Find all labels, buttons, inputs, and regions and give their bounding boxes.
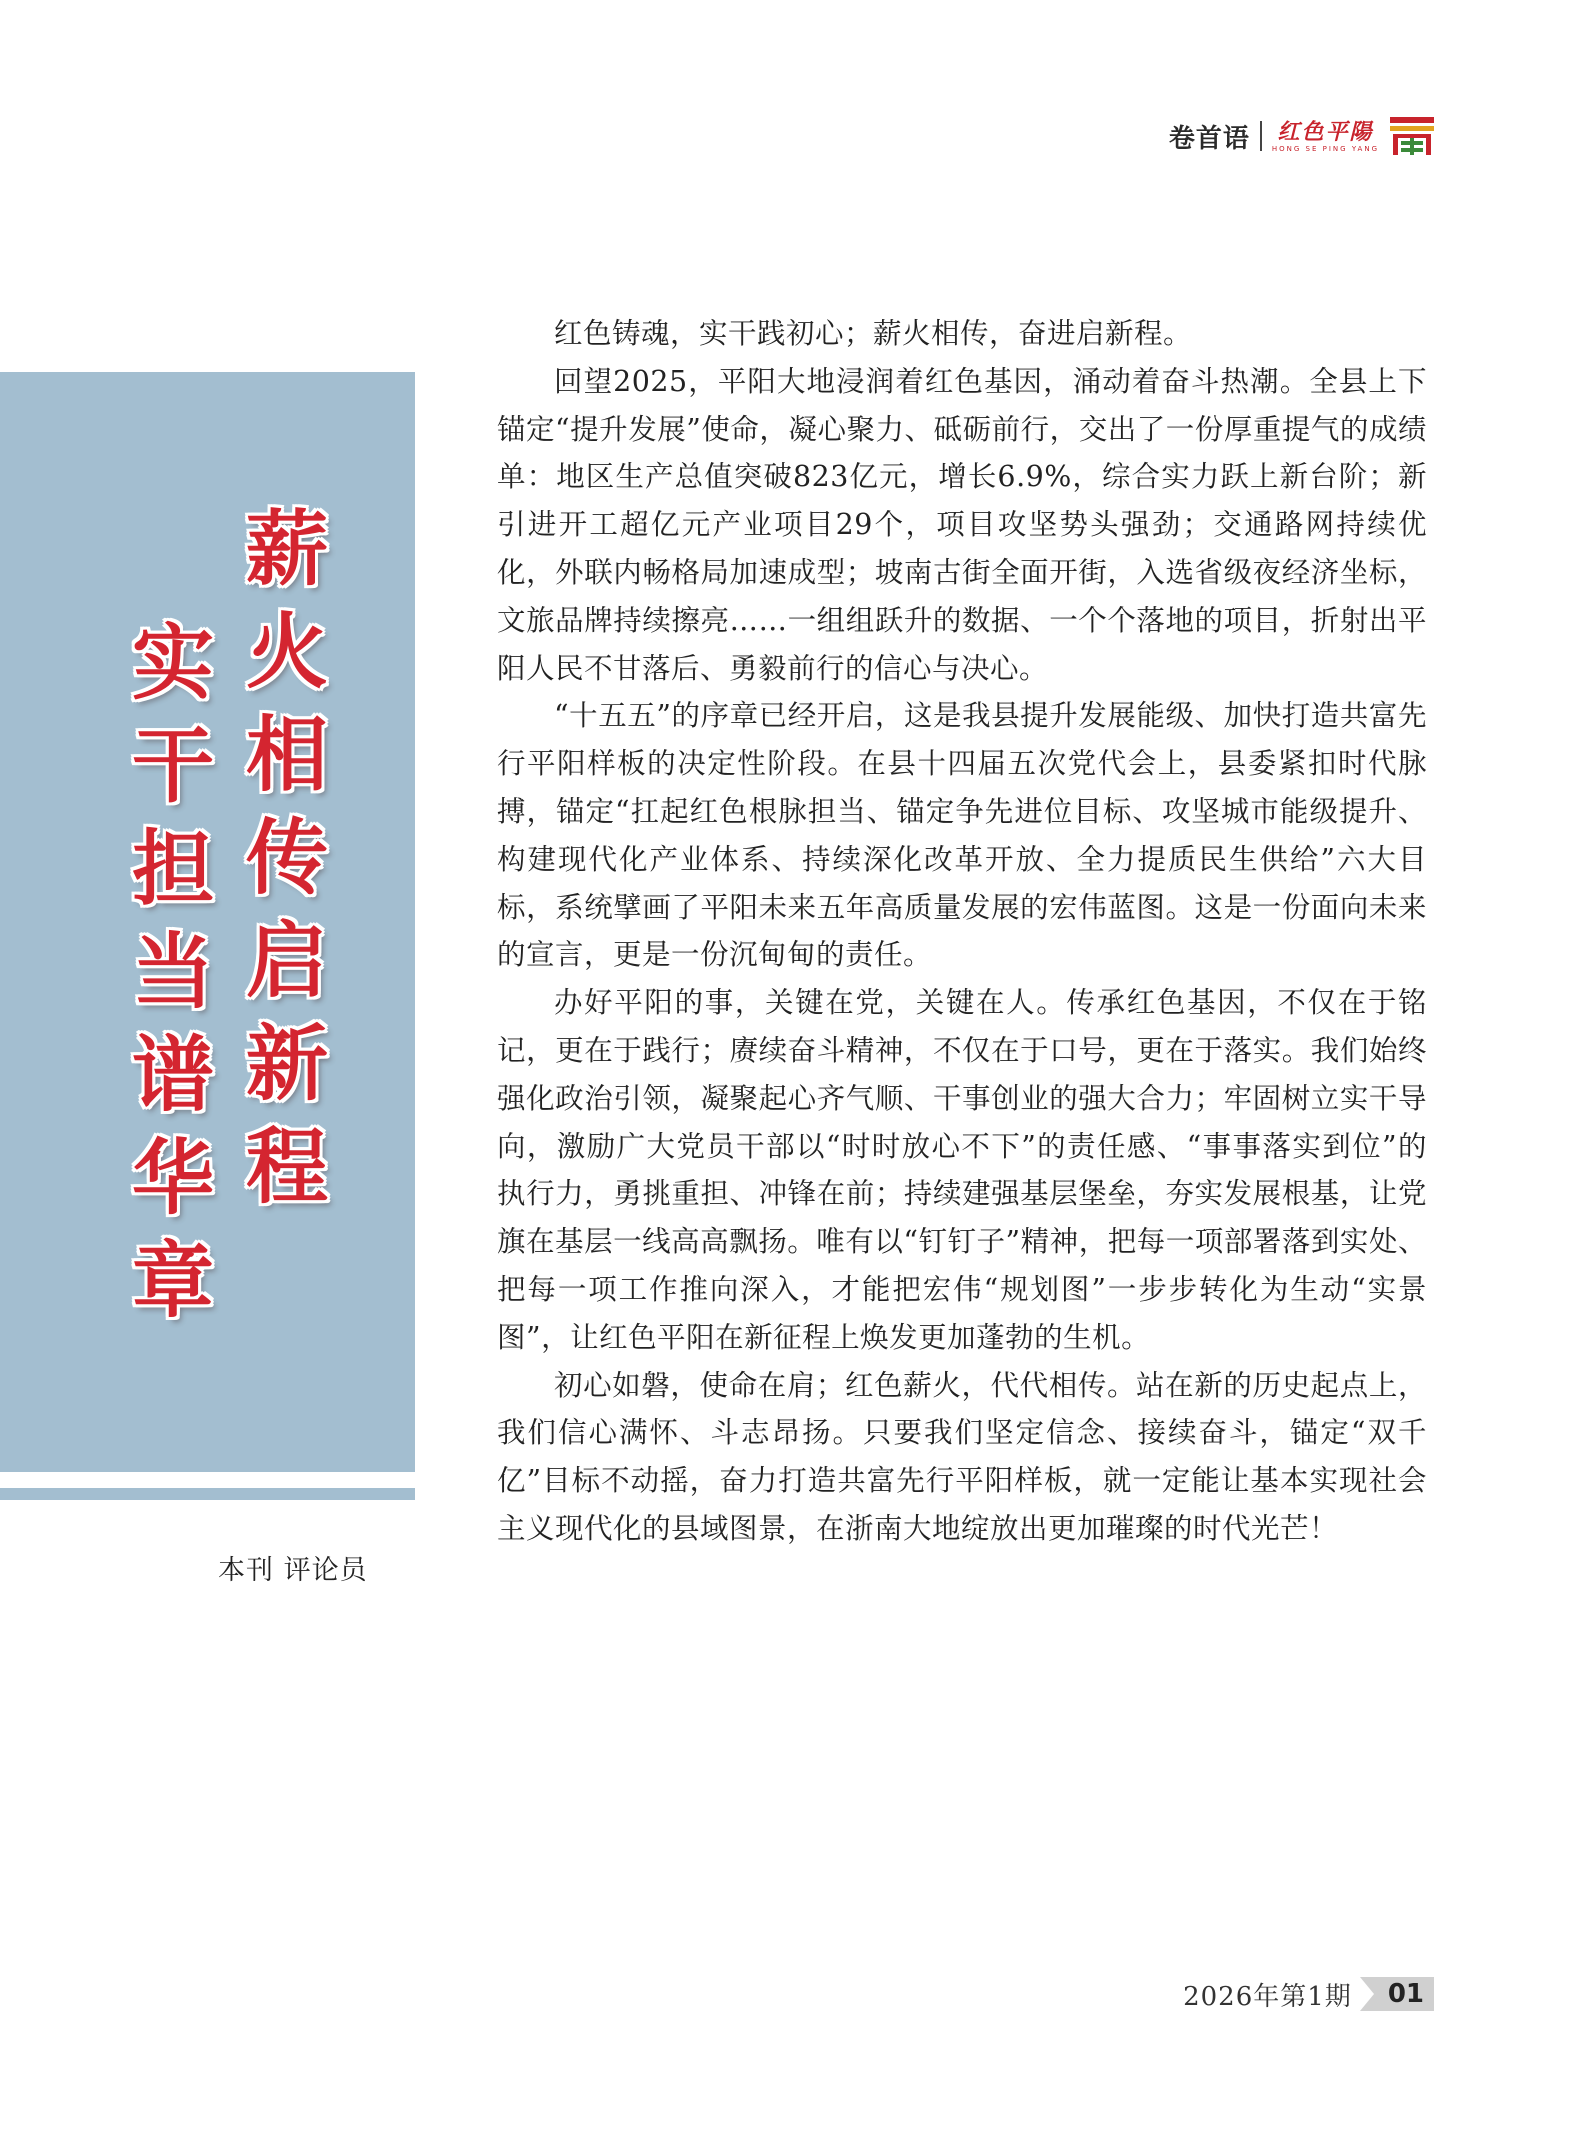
brand-wordmark — [1272, 119, 1379, 154]
brand-name: 红色平陽 — [1277, 118, 1374, 145]
headline-line-2 — [132, 612, 214, 1333]
headline-char: 担 — [132, 821, 215, 917]
brand-pinyin: HONG SE PING YANG — [1271, 144, 1379, 153]
paragraph: 办好平阳的事，关键在党，关键在人。传承红色基因，不仅在于铭记，更在于践行；赓续奋斗精神，不仅在于口号，更在于落实。我们始终强化政治引领，凝聚起心齐气顺、干事创业的强大合力；牢固树立实干导向，激励广大党员干部以“时时放心不下”的责任感、“事事落实到位”的执行力，勇挑重担、冲锋在前；持续建强基层堡垒，夯实发展根基，让党旗在基层一线高高飘扬。唯有以“钉钉子”精神，把每一项部署落到实处、把每一项工作推向深入，才能把宏伟“规划图”一步步转化为生动“实景图”，让红色平阳在新征程上焕发更加蓬勃的生机。 — [497, 986, 1427, 1354]
paragraph: “十五五”的序章已经开启，这是我县提升发展能级、加快打造共富先行平阳样板的决定性阶段。在县十四届五次党代会上，县委紧扣时代脉搏，锚定“扛起红色根脉担当、锚定争先进位目标、攻坚城市能级提升、构建现代化产业体系、持续深化改革开放、全力提质民生供给”六大目标，系统擘画了平阳未来五年高质量发展的宏伟蓝图。这是一份面向未来的宣言，更是一份沉甸甸的责任。 — [497, 699, 1427, 972]
headline-char: 当 — [132, 924, 215, 1020]
brand-logo-icon — [1387, 115, 1437, 157]
issue-label: 2026年第1期 — [1183, 1981, 1352, 2012]
headline-char: 程 — [246, 1119, 329, 1215]
headline-char: 实 — [132, 615, 215, 711]
headline-char: 传 — [246, 810, 329, 906]
headline-char: 火 — [246, 604, 329, 700]
paragraph: 回望2025，平阳大地浸润着红色基因，涌动着奋斗热潮。全县上下锚定“提升发展”使命，凝心聚力、砥砺前行，交出了一份厚重提气的成绩单：地区生产总值突破823亿元，增长6.9%，综合实力跃上新台阶；新引进开工超亿元产业项目29个，项目攻坚势头强劲；交通路网持续优化，外联内畅格局加速成型；坡南古街全面开街，入选省级夜经济坐标，文旅品牌持续擦亮……一组组跃升的数据、一个个落地的项目，折射出平阳人民不甘落后、勇毅前行的信心与决心。 — [497, 364, 1427, 685]
page-header — [1169, 112, 1437, 160]
title-panel-stripe — [0, 1488, 415, 1500]
headline-char: 干 — [132, 718, 215, 814]
header-divider — [1260, 121, 1262, 151]
page-number: 01 — [1387, 1979, 1424, 2009]
page-number-tab — [1360, 1977, 1434, 2011]
paragraph: 初心如磐，使命在肩；红色薪火，代代相传。站在新的历史起点上，我们信心满怀、斗志昂扬。只要我们坚定信念、接续奋斗，锚定“双千亿”目标不动摇，奋力打造共富先行平阳样板，就一定能让基本实现社会主义现代化的县域图景，在浙南大地绽放出更加璀璨的时代光芒！ — [497, 1368, 1427, 1545]
headline-char: 章 — [132, 1233, 215, 1329]
headline-char: 薪 — [246, 501, 329, 597]
headline-char: 启 — [246, 913, 329, 1009]
headline-char: 华 — [132, 1130, 215, 1226]
headline-char: 相 — [246, 707, 329, 803]
page-footer — [1183, 1976, 1434, 2012]
article-body — [497, 310, 1427, 1553]
byline: 本刊 评论员 — [218, 1555, 368, 1586]
section-label: 卷首语 — [1168, 123, 1250, 154]
headline-char: 谱 — [132, 1027, 215, 1123]
headline-char: 新 — [246, 1016, 329, 1112]
paragraph: 红色铸魂，实干践初心；薪火相传，奋进启新程。 — [554, 317, 1193, 350]
headline-line-1 — [246, 498, 328, 1219]
